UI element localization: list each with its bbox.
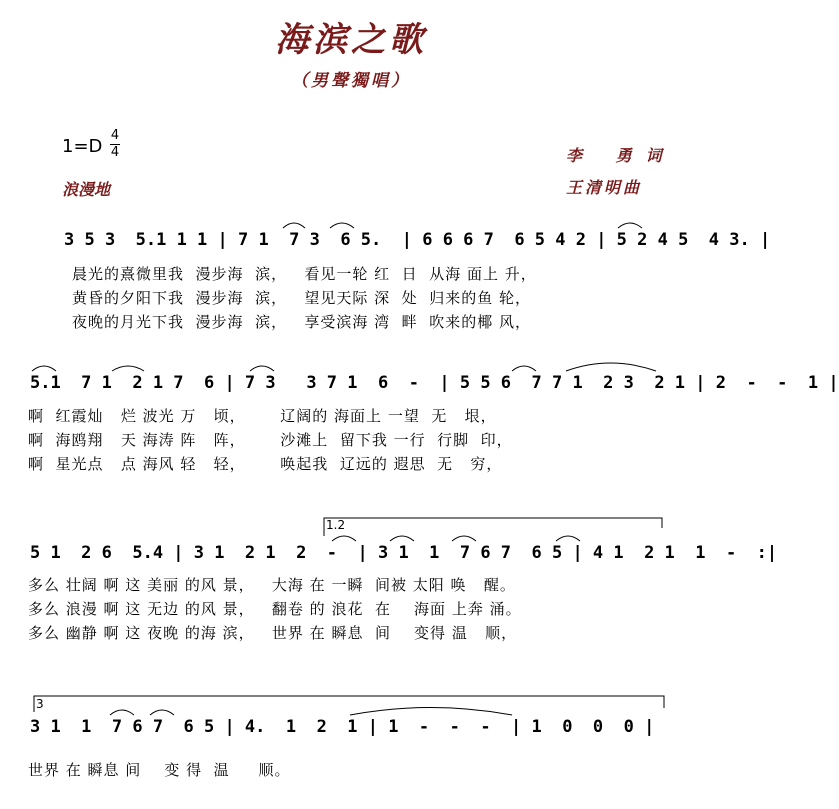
notation-line-3: 5 1 2 6 5.4 | 3 1 2 1 2 - | 3 1 1 7 6 7 6 5 | 4 1 2 1 1 - :| [30, 543, 778, 563]
slur-11 [452, 536, 476, 541]
lyric-line-1-verse-1: 晨光的熹微里我 漫步海 滨， 看见一轮 红 日 从海 面上 升， [72, 265, 537, 283]
key-signature: 1=D [62, 136, 103, 157]
lyric-line-2-verse-2: 啊 海鸥翔 天 海涛 阵 阵， 沙滩上 留下我 一行 行脚 印， [28, 431, 513, 449]
lyric-line-1-verse-3: 夜晚的月光下我 漫步海 滨， 享受滨海 湾 畔 吹来的椰 风， [72, 313, 531, 331]
volta-bracket-label: 1.2 [326, 518, 346, 532]
slur-7 [512, 366, 536, 371]
lyric-line-1-verse-2: 黄昏的夕阳下我 漫步海 滨， 望见天际 深 处 归来的鱼 轮， [72, 289, 531, 307]
slur-2 [330, 223, 354, 228]
volta-bracket-1-2 [324, 518, 662, 536]
volta-bracket-label-3: 3 [36, 697, 44, 711]
time-signature-bottom: 4 [110, 145, 120, 160]
lyric-line-3-verse-2: 多么 浪漫 啊 这 无边 的风 景， 翻卷 的 浪花 在 海面 上奔 涌。 [28, 600, 522, 618]
time-signature-top: 4 [110, 128, 120, 143]
lyric-line-3-verse-3: 多么 幽静 啊 这 夜晚 的海 滨， 世界 在 瞬息 间 变得 温 顺， [28, 624, 518, 642]
song-subtitle: （男聲獨唱） [291, 71, 411, 91]
slur-10 [390, 536, 414, 541]
slur-8 [566, 363, 656, 371]
slur-6 [250, 366, 274, 371]
slur-4 [32, 366, 56, 371]
tempo-marking: 浪漫地 [62, 180, 111, 199]
lyric-line-4-verse-1: 世界 在 瞬息 间 变 得 温 顺。 [28, 761, 291, 779]
lyric-line-3-verse-1: 多么 壮阔 啊 这 美丽 的风 景， 大海 在 一瞬 间被 太阳 唤 醒。 [28, 576, 516, 594]
slur-9 [332, 536, 356, 541]
slur-3 [618, 223, 642, 228]
lyric-line-2-verse-3: 啊 星光点 点 海风 轻 轻， 唤起我 辽远的 遐思 无 穷， [28, 455, 503, 473]
notation-line-1: 3 5 3 5.1 1 1 | 7 1 7 3 6 5. | 6 6 6 7 6 5 4 2 | 5 2 4 5 4 3. | [64, 230, 771, 250]
lyric-line-2-verse-1: 啊 红霞灿 烂 波光 万 顷， 辽阔的 海面上 一望 无 垠， [28, 407, 497, 425]
notation-line-4: 3 1 1 7 6 7 6 5 | 4. 1 2 1 | 1 - - - | 1 0 0 0 | [30, 717, 655, 737]
slur-12 [556, 536, 580, 541]
slur-1 [283, 223, 305, 228]
song-title: 海滨之歌 [275, 20, 427, 60]
slur-15 [350, 708, 512, 716]
slur-13 [110, 710, 134, 715]
slur-14 [150, 710, 174, 715]
lyricist-credit: 李 勇词 [566, 146, 676, 165]
composer-credit: 王清明曲 [566, 178, 643, 197]
notation-line-2: 5.1 7 1 2 1 7 6 | 7 3 3 7 1 6 - | 5 5 6 7 7 1 2 3 2 1 | 2 - - 1 | [30, 373, 839, 393]
volta-bracket-3 [34, 696, 664, 712]
slur-5 [112, 366, 144, 371]
